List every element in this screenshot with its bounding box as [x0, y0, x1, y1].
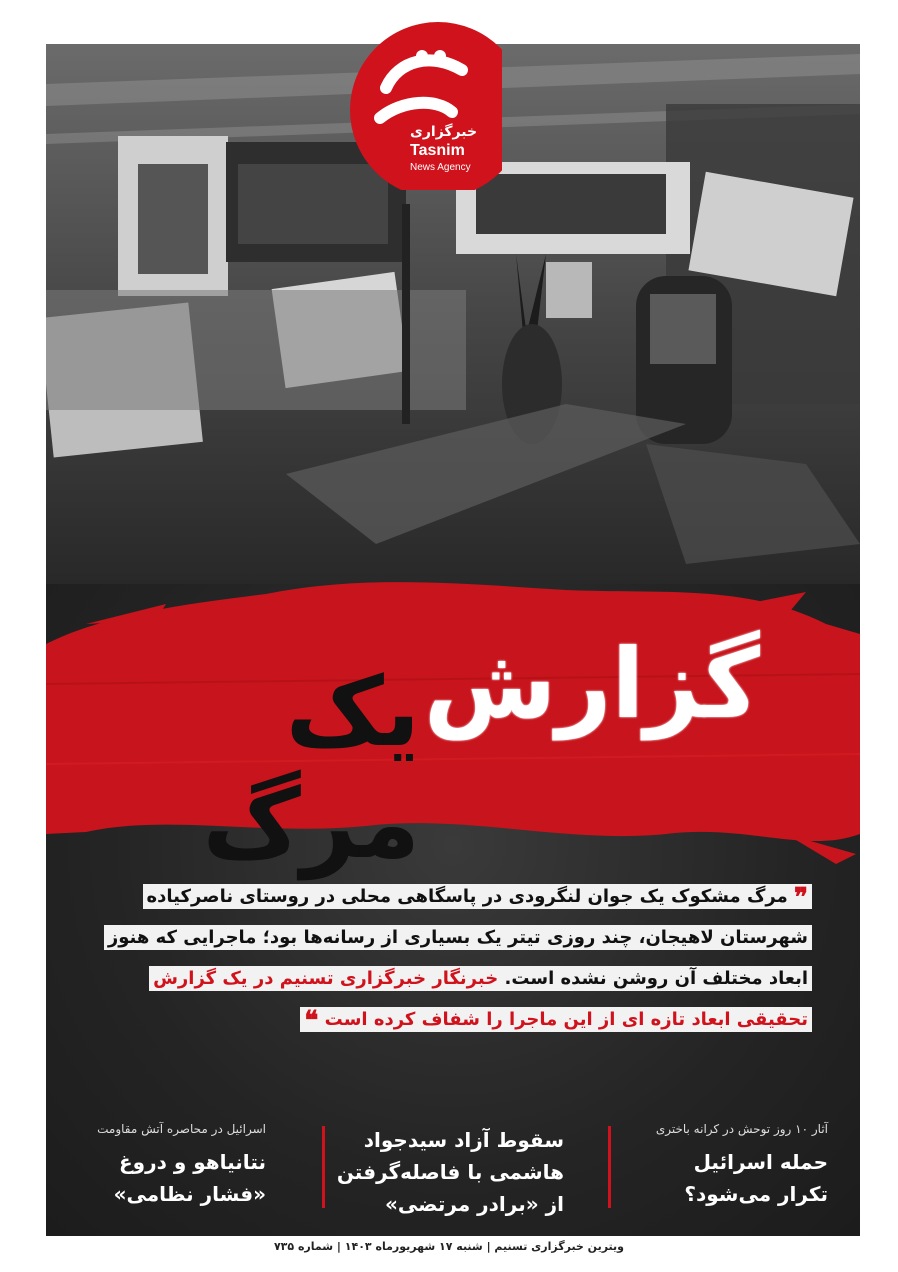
- lead-line-4-red: تحقیقی ابعاد تازه ای از این ماجرا را شفاف کرده است: [324, 1009, 808, 1030]
- lead-line-3-red: خبرنگار خبرگزاری تسنیم در یک گزارش: [153, 968, 499, 989]
- teaser-kicker: آثار ۱۰ روز توحش در کرانه باختری: [655, 1122, 828, 1136]
- teaser-title: از «برادر مرتضی»: [385, 1192, 564, 1216]
- teaser-kicker: اسرائیل در محاصره آتش مقاومت: [97, 1122, 266, 1136]
- teaser-title: حمله اسرائیل: [693, 1150, 828, 1174]
- headline-word-2: یک مرگ: [202, 656, 420, 880]
- logo-tagline-en: News Agency: [410, 162, 471, 173]
- teaser-right[interactable]: [656, 1122, 828, 1210]
- footer-issue-info: ویترین خبرگزاری تسنیم | شنبه ۱۷ شهریورماه ۱۴۰۳ | شماره ۷۳۵: [273, 1240, 625, 1253]
- open-quote-icon: ❞: [794, 883, 808, 913]
- teaser-divider-2: [322, 1126, 325, 1208]
- lead-line-4: [122, 1003, 812, 1037]
- teaser-title: تکرار می‌شود؟: [684, 1182, 828, 1206]
- teaser-title: نتانیاهو و دروغ: [118, 1150, 266, 1174]
- headline: [80, 620, 820, 880]
- teaser-divider-1: [608, 1126, 611, 1208]
- headline-word-1: گزارش: [423, 628, 760, 740]
- lead-line-3-black: ابعاد مختلف آن روشن نشده است.: [504, 968, 808, 989]
- teaser-middle[interactable]: [337, 1124, 564, 1220]
- logo-text-fa: خبرگزاری: [410, 124, 478, 140]
- lead-line-1-text: مرگ مشکوک یک جوان لنگرودی در پاسگاهی محلی در روستای ناصرکیاده: [146, 886, 788, 907]
- teaser-title: «فشار نظامی»: [113, 1182, 266, 1206]
- tasnim-logo: [312, 0, 502, 190]
- teaser-title: هاشمی با فاصله‌گرفتن: [336, 1160, 564, 1184]
- logo-text-en: Tasnim: [410, 142, 465, 159]
- lead-line-3: [122, 962, 812, 996]
- lead-line-1: [122, 880, 812, 914]
- lead-line-2-text: شهرستان لاهیجان، چند روزی تیتر یک بسیاری از رسانه‌ها بود؛ ماجرایی که هنوز: [104, 925, 812, 950]
- lead-paragraph: [107, 880, 812, 1044]
- teaser-left[interactable]: [97, 1122, 266, 1210]
- teaser-title: سقوط آزاد سیدجواد: [363, 1128, 564, 1152]
- close-quote-icon: ❝: [304, 1006, 319, 1036]
- lead-line-2: [107, 921, 812, 955]
